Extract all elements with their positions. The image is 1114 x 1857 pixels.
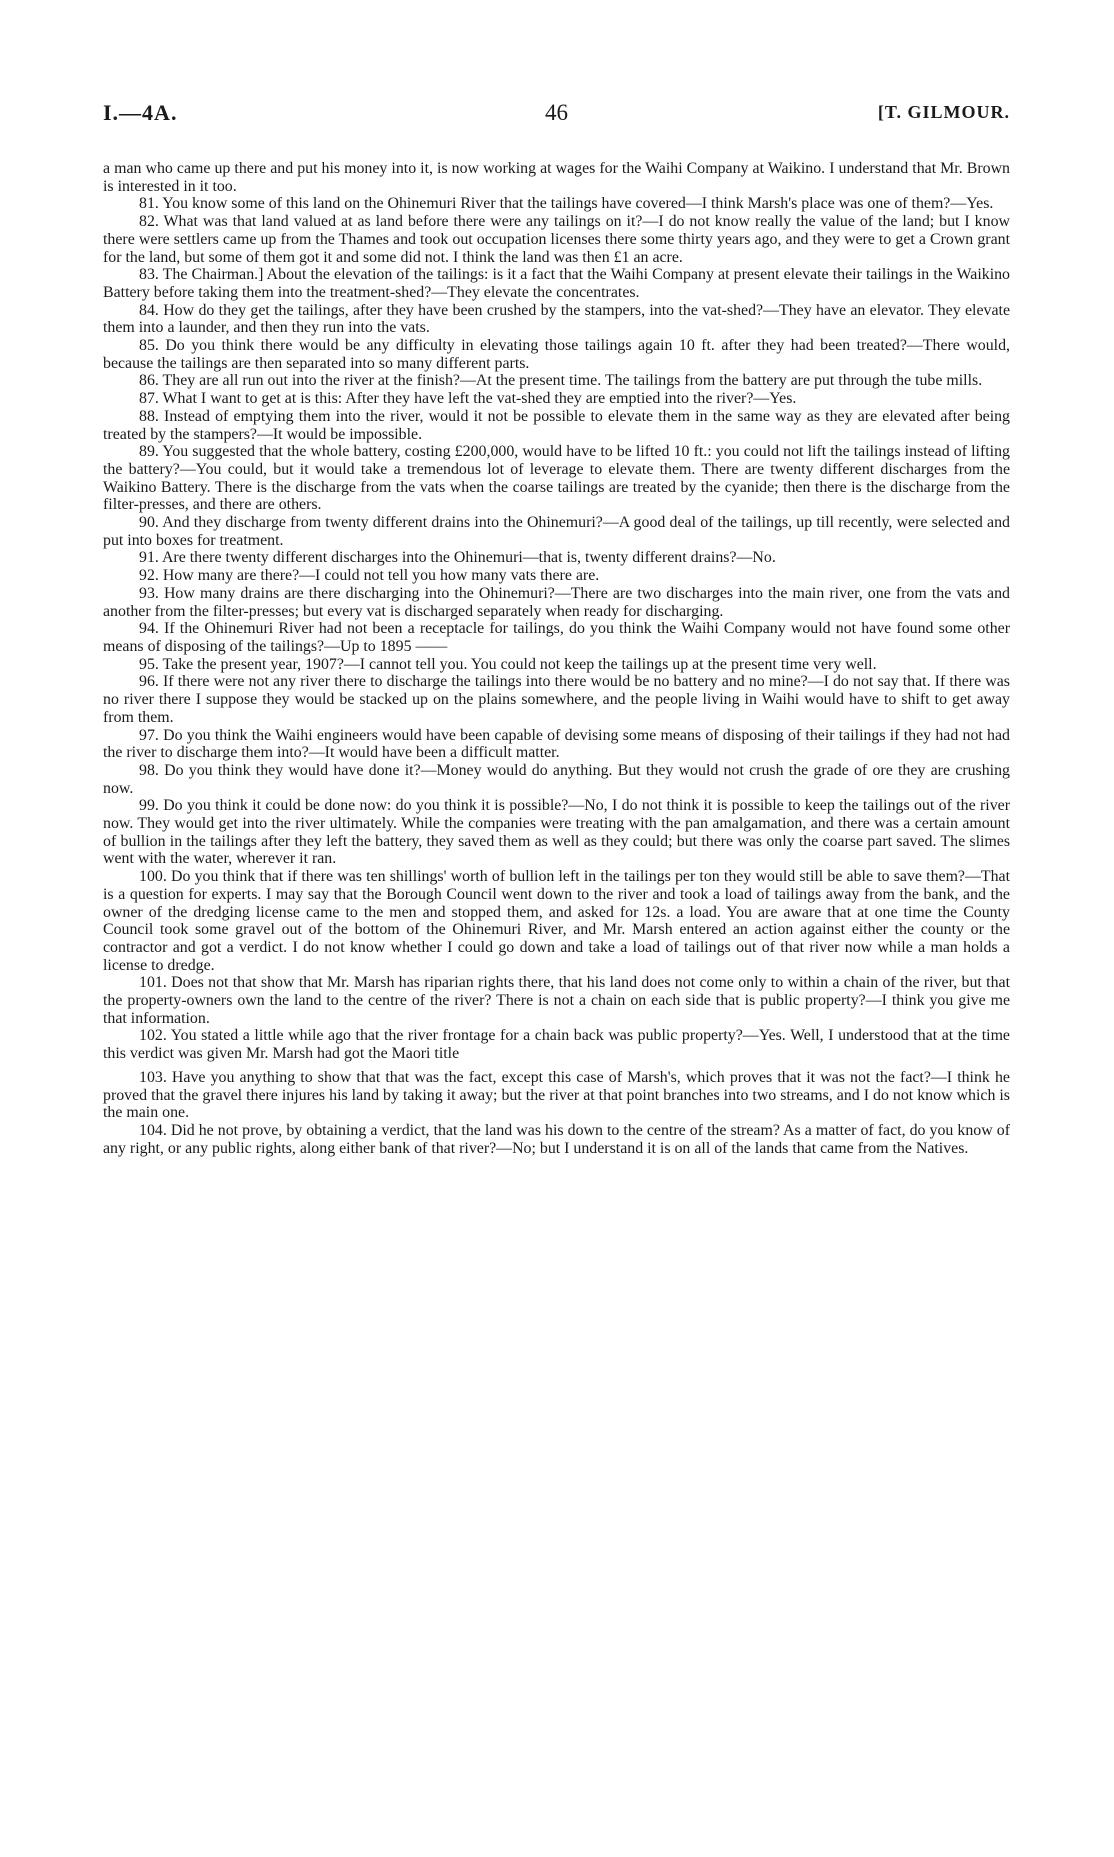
paragraph-101: 101. Does not that show that Mr. Marsh has riparian rights there, that his land does not come only to within a chain of the river, but that the property-owners own the land to the centre of the river? There is not a chain on each side that is public property?—I think you give me that information. bbox=[103, 974, 1010, 1027]
paragraph-89: 89. You suggested that the whole battery, costing £200,000, would have to be lifted 10 ft.: you could not lift the tailings instead of lifting the battery?—You could, but it would take a tremendous lot of leverage to elevate them. There are twenty different discharges from the Waikino Battery. There is the discharge from the vats when the coarse tailings are treated by the cyanide; then there is the discharge from the filter-presses, and there are others. bbox=[103, 443, 1010, 514]
paragraph-94: 94. If the Ohinemuri River had not been a receptacle for tailings, do you think the Waihi Company would not have found some other means of disposing of the tailings?—Up to 1895 —— bbox=[103, 620, 1010, 655]
paragraph-84: 84. How do they get the tailings, after they have been crushed by the stampers, into the vat-shed?—They have an elevator. They elevate them into a launder, and then they run into the vats. bbox=[103, 301, 1010, 337]
paragraph-93: 93. How many drains are there discharging into the Ohinemuri?—There are two discharges into the main river, one from the vats and another from the filter-presses; but every vat is discharged separately when ready for discharging. bbox=[103, 584, 1010, 620]
paragraph-83: 83. The Chairman.] About the elevation of the tailings: is it a fact that the Waihi Company at present elevate their tailings in the Waikino Battery before taking them into the treatment-shed?—They elevate the concentrates. bbox=[103, 266, 1010, 301]
body-text bbox=[103, 160, 1010, 1157]
paragraph-97: 97. Do you think the Waihi engineers would have been capable of devising some means of disposing of their tailings if they had not had the river to discharge them into?—It would have been a difficult matter. bbox=[103, 726, 1010, 762]
witness-name: [T. GILMOUR. bbox=[877, 102, 1010, 122]
page-header bbox=[103, 100, 1010, 132]
paragraph-82: 82. What was that land valued at as land before there were any tailings on it?—I do not know really the value of the land; but I know there were settlers came up from the Thames and took out occupation licenses there some thirty years ago, and they were to get a Crown grant for the land, but some of them got it and some did not. I think the land was then £1 an acre. bbox=[103, 213, 1010, 266]
paragraph-continuation: a man who came up there and put his money into it, is now working at wages for the Waihi Company at Waikino. I understand that Mr. Brown is interested in it too. bbox=[103, 160, 1010, 195]
paragraph-100: 100. Do you think that if there was ten shillings' worth of bullion left in the tailings per ton they would still be able to save them?—That is a question for experts. I may say that the Borough Council went down to the river and took a load of tailings away from the bank, and the owner of the dredging license came to the men and stopped them, and asked for 12s. a load. You are aware that at one time the County Council took some gravel out of the bottom of the Ohinemuri River, and Mr. Marsh entered an action against either the county or the contractor and got a verdict. I do not know whether I could go down and take a load of tailings out of that river now while a man holds a license to dredge. bbox=[103, 868, 1010, 974]
paragraph-96: 96. If there were not any river there to discharge the tailings into there would be no battery and no mine?—I do not say that. If there was no river there I suppose they would be stacked up on the plains somewhere, and the people living in Waihi would have to shift to get away from them. bbox=[103, 673, 1010, 726]
paragraph-98: 98. Do you think they would have done it?—Money would do anything. But they would not crush the grade of ore they are crushing now. bbox=[103, 761, 1010, 797]
paragraph-102: 102. You stated a little while ago that the river frontage for a chain back was public property?—Yes. Well, I understood that at the time this verdict was given Mr. Marsh had got the Maori title bbox=[103, 1027, 1010, 1063]
page-number: 46 bbox=[545, 100, 568, 125]
paragraph-91: 91. Are there twenty different discharges into the Ohinemuri—that is, twenty different drains?—No. bbox=[139, 549, 776, 567]
paragraph-99: 99. Do you think it could be done now: do you think it is possible?—No, I do not think it is possible to keep the tailings out of the river now. They would get into the river ultimately. While the companies were treating with the pan amalgamation, and there was a certain amount of bullion in the tailings after they left the battery, they saved them as well as they could; but there was only the coarse part saved. The slimes went with the water, wherever it ran. bbox=[103, 797, 1010, 868]
paragraph-103: 103. Have you anything to show that that was the fact, except this case of Marsh's, which proves that it was not the fact?—I think he proved that the gravel there injures his land by taking it away; but the river at that point branches into two streams, and I do not know which is the main one. bbox=[103, 1068, 1010, 1122]
paragraph-95: 95. Take the present year, 1907?—I cannot tell you. You could not keep the tailings up at the present time very well. bbox=[139, 655, 877, 673]
paragraph-90: 90. And they discharge from twenty different drains into the Ohinemuri?—A good deal of the tailings, up till recently, were selected and put into boxes for treatment. bbox=[103, 514, 1010, 549]
paragraph-81: 81. You know some of this land on the Ohinemuri River that the tailings have covered—I think Marsh's place was one of them?—Yes. bbox=[139, 195, 994, 213]
paragraph-92: 92. How many are there?—I could not tell you how many vats there are. bbox=[139, 567, 600, 585]
paragraph-86: 86. They are all run out into the river at the finish?—At the present time. The tailings from the battery are put through the tube mills. bbox=[139, 372, 983, 390]
paper-reference: I.—4A. bbox=[103, 100, 178, 125]
paragraph-88: 88. Instead of emptying them into the river, would it not be possible to elevate them in the same way as they are elevated after being treated by the stampers?—It would be impossible. bbox=[103, 407, 1010, 443]
paragraph-87: 87. What I want to get at is this: After they have left the vat-shed they are emptied into the river?—Yes. bbox=[139, 390, 797, 408]
paragraph-85: 85. Do you think there would be any difficulty in elevating those tailings again 10 ft. after they had been treated?—There would, because the tailings are then separated into so many different parts. bbox=[103, 337, 1010, 372]
paragraph-104: 104. Did he not prove, by obtaining a verdict, that the land was his down to the centre of the stream? As a matter of fact, do you know of any right, or any public rights, along either bank of that river?—No; but I understand it is on all of the lands that came from the Natives. bbox=[103, 1121, 1010, 1157]
